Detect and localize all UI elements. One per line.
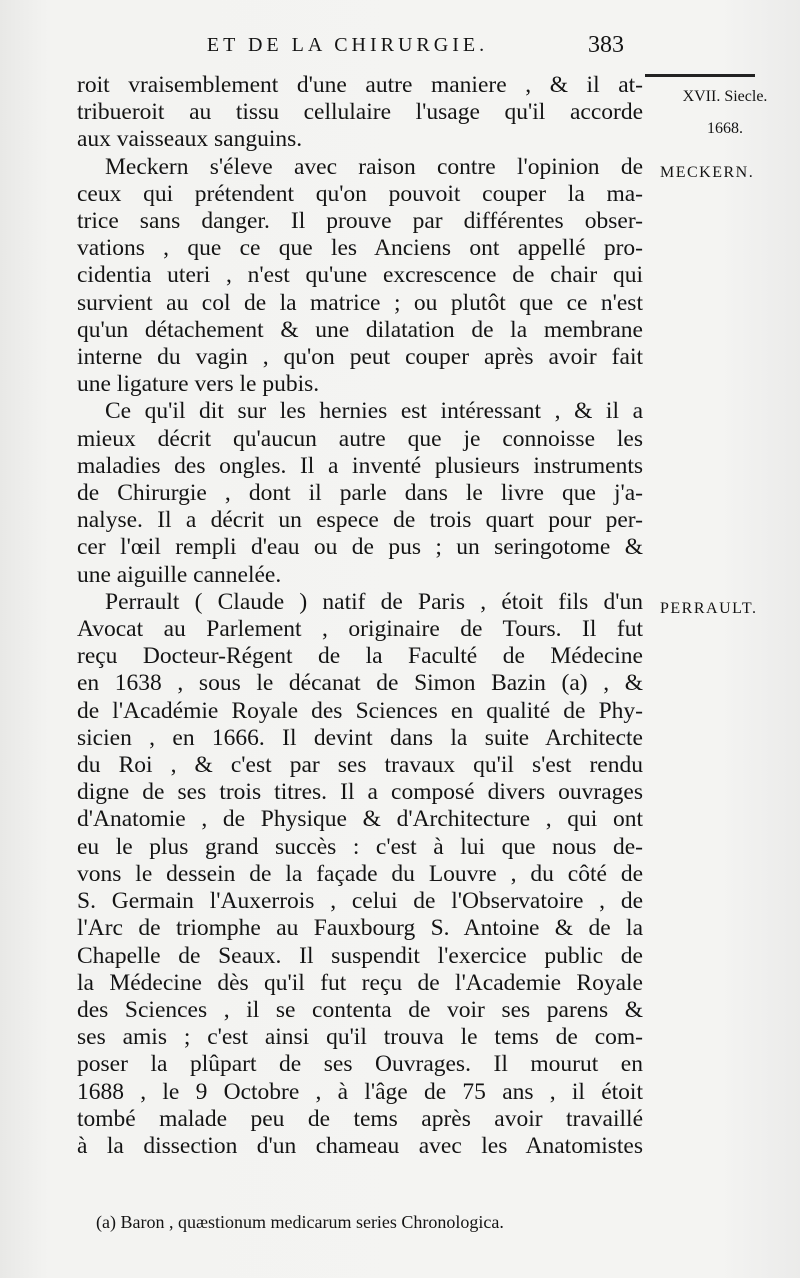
text-line: du Roi , & c'est par ses travaux qu'il s'est rendu [77,752,643,779]
text-line: S. Germain l'Auxerrois , celui de l'Observatoire , de [77,888,643,915]
text-line: des Sciences , il se contenta de voir ses parens & [77,996,643,1023]
text-line: vations , que ce que les Anciens ont appellé pro- [77,235,643,262]
margin-note-year: 1668. [707,120,743,137]
text-line: une ligature vers le pubis. [77,371,320,398]
text-line: tribueroit au tissu cellulaire l'usage qu'il accorde [77,99,643,126]
text-line: eu le plus grand succès : c'est à lui que nous de- [77,833,643,860]
text-line: de Chirurgie , dont il parle dans le livre que j'a- [77,480,643,507]
text-line: vons le dessein de la façade du Louvre , du côté de [77,860,643,887]
text-line: tombé malade peu de tems après avoir travaillé [77,1105,643,1132]
text-line: nalyse. Il a décrit un espece de trois quart pour per- [77,507,643,534]
text-line: survient au col de la matrice ; ou plutôt que ce n'est [77,289,643,316]
text-line: cer l'œil rempli d'eau ou de pus ; un seringotome & [77,534,643,561]
text-line: trice sans danger. Il prouve par différentes obser- [77,208,643,235]
text-line: Chapelle de Seaux. Il suspendit l'exercice public de [77,942,643,969]
text-line: cidentia uteri , n'est qu'une excrescence de chair qui [77,262,643,289]
text-line: en 1638 , sous le décanat de Simon Bazin (a) , & [77,670,643,697]
main-text [77,72,643,1160]
footnote: (a) Baron , quæstionum medicarum series Chronologica. [96,1212,504,1232]
text-line: de l'Académie Royale des Sciences en qualité de Phy- [77,697,643,724]
paragraph-start-line: Perrault ( Claude ) natif de Paris , étoit fils d'un [105,588,643,615]
text-line: reçu Docteur-Régent de la Faculté de Médecine [77,643,643,670]
text-line: la Médecine dès qu'il fut reçu de l'Academie Royale [77,969,643,996]
text-line: maladies des ongles. Il a inventé plusieurs instruments [77,452,643,479]
paragraph-start-line: Meckern s'éleve avec raison contre l'opinion de [105,153,643,180]
margin-rule [645,74,755,77]
text-line: poser la plûpart de ses Ouvrages. Il mourut en [77,1051,643,1078]
margin-note-perrault: PERRAULT. [660,600,758,617]
text-line: qu'un détachement & une dilatation de la membrane [77,316,643,343]
text-line: sicien , en 1666. Il devint dans la suite Architecte [77,724,643,751]
text-line: aux vaisseaux sanguins. [77,126,303,153]
text-line: l'Arc de triomphe au Fauxbourg S. Antoine & de la [77,915,643,942]
text-line: à la dissection d'un chameau avec les Anatomistes [77,1132,643,1159]
page-number: 383 [588,32,624,58]
margin-note-century: XVII. Siecle. [682,88,768,105]
text-line: interne du vagin , qu'on peut couper après avoir fait [77,344,643,371]
text-line: 1688 , le 9 Octobre , à l'âge de 75 ans , il étoit [77,1078,643,1105]
running-title: ET DE LA CHIRURGIE. [206,34,489,56]
text-line: d'Anatomie , de Physique & d'Architecture , qui ont [77,806,643,833]
margin-note-meckern: MECKERN. [660,164,755,181]
text-line: digne de ses trois titres. Il a composé divers ouvrages [77,779,643,806]
text-line: mieux décrit qu'aucun autre que je connoisse les [77,425,643,452]
text-line: ses amis ; c'est ainsi qu'il trouva le tems de com- [77,1024,643,1051]
text-line: ceux qui prétendent qu'on pouvoit couper la ma- [77,180,643,207]
paragraph-start-line: Ce qu'il dit sur les hernies est intéressant , & il a [105,398,643,425]
text-line: roit vraisemblement d'une autre maniere , & il at- [77,72,643,98]
text-line: une aiguille cannelée. [77,561,282,588]
text-line: Avocat au Parlement , originaire de Tours. Il fut [77,616,643,643]
